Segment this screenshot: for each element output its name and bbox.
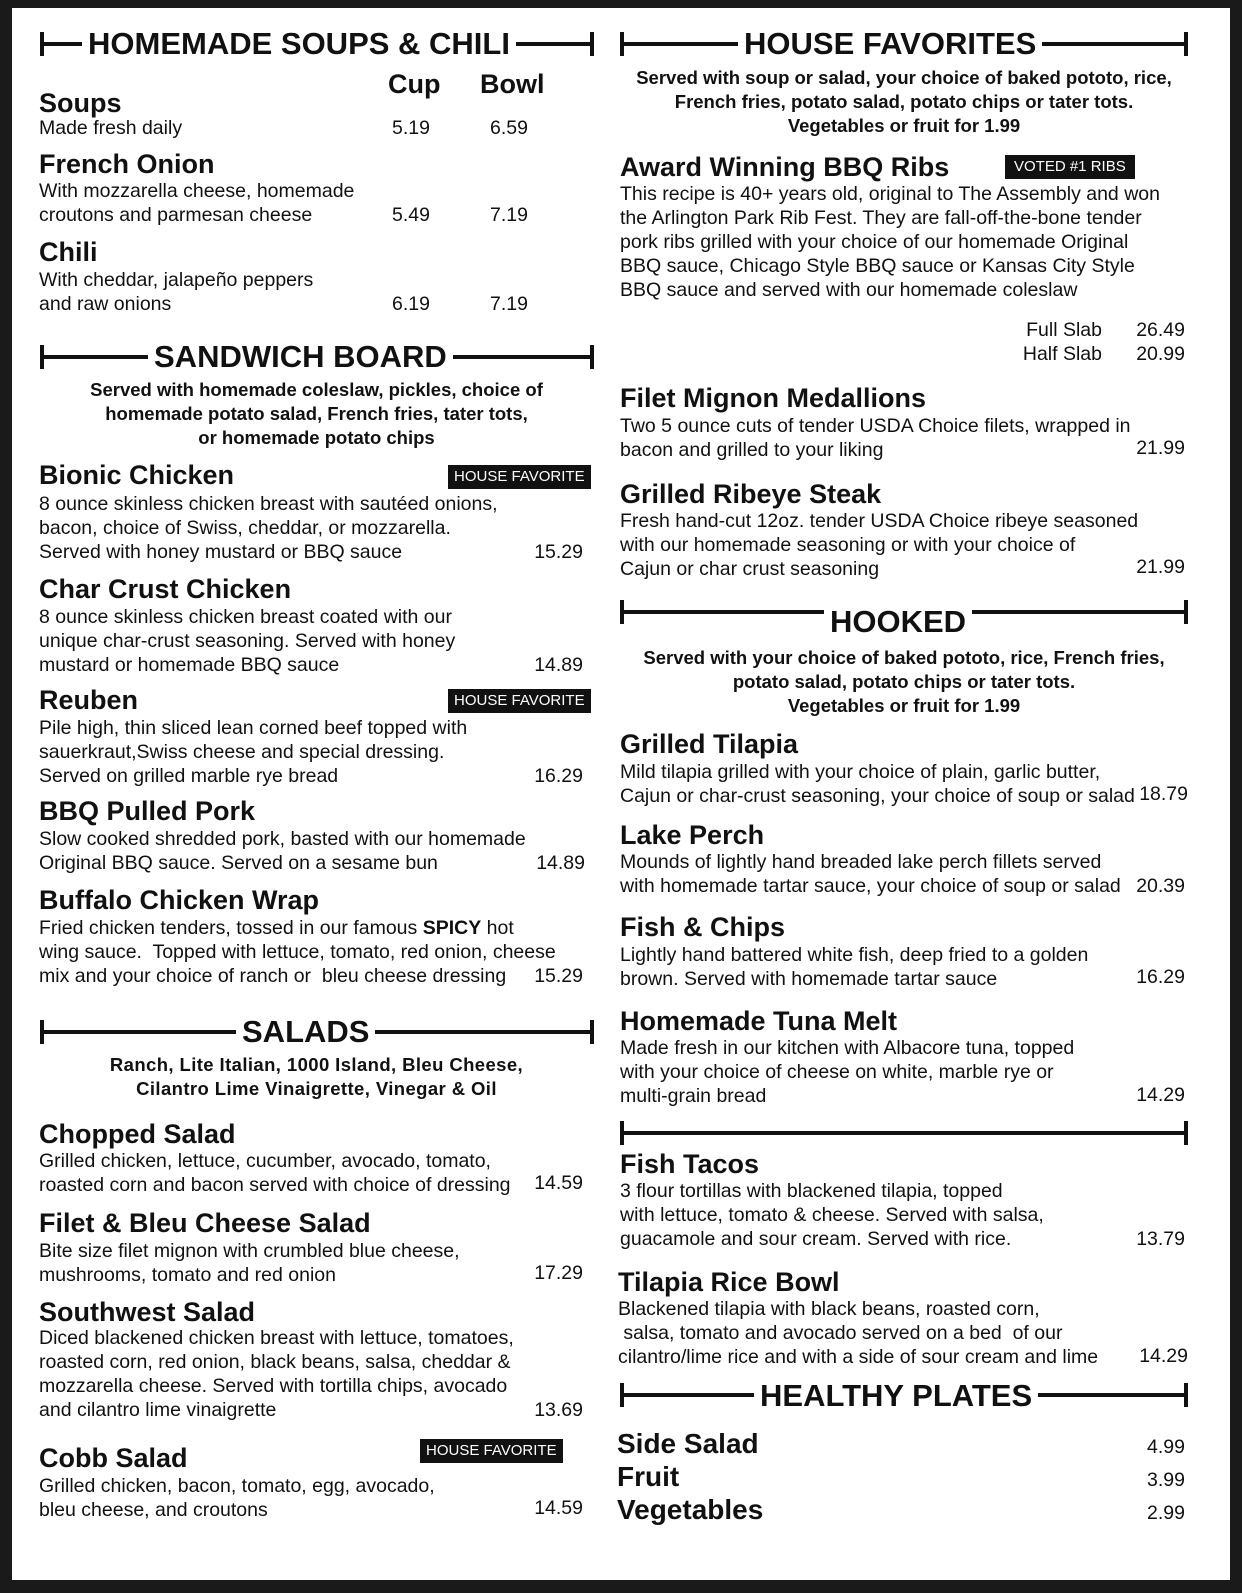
bowl-price: 6.59 <box>490 117 528 139</box>
full-slab-price: 26.49 <box>1136 319 1185 341</box>
item-price: 14.29 <box>1136 1084 1185 1106</box>
item-desc: Made fresh daily <box>39 117 183 139</box>
item-price: 16.29 <box>534 765 583 787</box>
divider-cap <box>590 345 594 369</box>
item-name: French Onion <box>39 149 215 179</box>
section-note: Served with homemade coleslaw, pickles, choice of <box>90 379 543 400</box>
item-desc: Grilled chicken, lettuce, cucumber, avocado, tomato, <box>39 1150 491 1172</box>
item-price: 17.29 <box>534 1262 583 1284</box>
item-price: 21.99 <box>1136 556 1185 578</box>
item-desc: and raw onions <box>39 293 172 315</box>
item-price: 16.29 <box>1136 966 1185 988</box>
bowl-price: 7.19 <box>490 293 528 315</box>
item-desc: Mild tilapia grilled with your choice of plain, garlic butter, <box>620 761 1101 783</box>
section-note: homemade potato salad, French fries, tater tots, <box>105 403 528 424</box>
item-price: 14.59 <box>534 1497 583 1519</box>
item-price: 14.59 <box>534 1172 583 1194</box>
item-desc-part: Fried chicken tenders, tossed in our famous <box>39 917 423 939</box>
section-title-favorites: HOUSE FAVORITES <box>738 26 1042 62</box>
item-price: 14.89 <box>534 654 583 676</box>
item-name: Vegetables <box>617 1494 764 1525</box>
item-name: Chili <box>39 237 98 267</box>
half-slab-label: Half Slab <box>1022 343 1102 365</box>
cup-price: 5.19 <box>392 117 430 139</box>
item-price: 13.69 <box>534 1399 583 1421</box>
item-desc: brown. Served with homemade tartar sauce <box>620 968 998 990</box>
item-desc: Bite size filet mignon with crumbled blue cheese, <box>39 1240 460 1262</box>
section-note: or homemade potato chips <box>198 427 435 448</box>
item-desc: With mozzarella cheese, homemade <box>39 180 355 202</box>
item-price: 20.39 <box>1136 875 1185 897</box>
section-title-hooked: HOOKED <box>824 604 972 640</box>
item-desc: Slow cooked shredded pork, basted with our homemade <box>39 828 526 850</box>
item-desc: and cilantro lime vinaigrette <box>39 1399 277 1421</box>
item-desc: salsa, tomato and avocado served on a bed of our <box>618 1322 1063 1344</box>
item-price: 18.79 <box>1139 783 1188 805</box>
house-favorite-badge: HOUSE FAVORITE <box>448 689 591 713</box>
section-note: Vegetables or fruit for 1.99 <box>787 115 1021 136</box>
item-name: Fish Tacos <box>620 1149 760 1179</box>
voted-number-one-badge: VOTED #1 RIBS <box>1005 155 1135 179</box>
item-name: Chopped Salad <box>39 1119 236 1149</box>
section-note: potato salad, potato chips or tater tots. <box>732 671 1076 692</box>
spicy-emphasis: SPICY <box>422 917 482 939</box>
item-price: 4.99 <box>1147 1436 1185 1458</box>
item-desc: with your choice of cheese on white, marble rye or <box>620 1061 1054 1083</box>
item-desc: bacon and grilled to your liking <box>620 439 884 461</box>
item-desc: mix and your choice of ranch or bleu cheese dressing <box>39 965 507 987</box>
divider-cap <box>1184 32 1188 56</box>
item-desc: unique char-crust seasoning. Served with honey <box>39 630 456 652</box>
section-title-sandwich: SANDWICH BOARD <box>148 339 453 375</box>
item-desc: the Arlington Park Rib Fest. They are fall-off-the-bone tender <box>620 207 1142 229</box>
item-desc: Served with honey mustard or BBQ sauce <box>39 541 403 563</box>
item-name: Char Crust Chicken <box>39 574 292 604</box>
section-note: Served with your choice of baked pototo, rice, French fries, <box>643 647 1165 668</box>
item-name: Side Salad <box>617 1428 759 1459</box>
item-desc: roasted corn, red onion, black beans, salsa, cheddar & <box>39 1351 511 1373</box>
item-desc: bleu cheese, and croutons <box>39 1499 268 1521</box>
item-desc: Pile high, thin sliced lean corned beef topped with <box>39 717 468 739</box>
item-price: 3.99 <box>1147 1469 1185 1491</box>
section-title-salads: SALADS <box>236 1014 375 1050</box>
divider-line <box>620 1131 1188 1135</box>
item-desc: multi-grain bread <box>620 1085 767 1107</box>
item-desc: 3 flour tortillas with blackened tilapia, topped <box>620 1180 1003 1202</box>
item-desc: Grilled chicken, bacon, tomato, egg, avocado, <box>39 1475 435 1497</box>
item-desc: mushrooms, tomato and red onion <box>39 1264 336 1286</box>
item-name: Award Winning BBQ Ribs <box>620 152 950 182</box>
item-desc: Served on grilled marble rye bread <box>39 765 339 787</box>
item-desc: Blackened tilapia with black beans, roasted corn, <box>618 1298 1040 1320</box>
divider-cap <box>1184 1383 1188 1407</box>
item-name: Homemade Tuna Melt <box>620 1006 898 1036</box>
item-name: Soups <box>39 88 122 118</box>
item-price: 14.29 <box>1139 1345 1188 1367</box>
item-name: Filet Mignon Medallions <box>620 383 926 413</box>
item-name: Southwest Salad <box>39 1297 256 1327</box>
item-price: 14.89 <box>536 852 585 874</box>
item-desc: 8 ounce skinless chicken breast coated with our <box>39 606 452 628</box>
section-title-healthy: HEALTHY PLATES <box>754 1378 1038 1414</box>
item-name: Fish & Chips <box>620 912 786 942</box>
item-price: 21.99 <box>1136 437 1185 459</box>
item-name: BBQ Pulled Pork <box>39 796 256 826</box>
menu-sheet <box>12 8 1230 1580</box>
item-desc: Cajun or char-crust seasoning, your choice of soup or salad <box>620 785 1135 807</box>
item-desc: with lettuce, tomato & cheese. Served with salsa, <box>620 1204 1044 1226</box>
item-price: 13.79 <box>1136 1228 1185 1250</box>
item-desc: with our homemade seasoning or with your choice of <box>620 534 1076 556</box>
item-desc: pork ribs grilled with your choice of our homemade Original <box>620 231 1129 253</box>
item-desc: wing sauce. Topped with lettuce, tomato, red onion, cheese <box>39 941 556 963</box>
item-desc: bacon, choice of Swiss, cheddar, or mozzarella. <box>39 517 451 539</box>
item-name: Reuben <box>39 685 139 715</box>
item-name: Cobb Salad <box>39 1443 188 1473</box>
item-name: Lake Perch <box>620 820 765 850</box>
item-desc: mozzarella cheese. Served with tortilla chips, avocado <box>39 1375 508 1397</box>
item-name: Grilled Ribeye Steak <box>620 479 882 509</box>
item-desc: BBQ sauce and served with our homemade coleslaw <box>620 279 1078 301</box>
bowl-header: Bowl <box>480 69 545 99</box>
item-desc: with homemade tartar sauce, your choice of soup or salad <box>620 875 1121 897</box>
cup-price: 5.49 <box>392 204 430 226</box>
item-desc: cilantro/lime rice and with a side of sour cream and lime <box>618 1346 1099 1368</box>
item-desc-part: hot <box>481 917 514 939</box>
full-slab-label: Full Slab <box>1026 319 1102 341</box>
divider-cap <box>1184 600 1188 624</box>
section-note: Ranch, Lite Italian, 1000 Island, Bleu Cheese, <box>109 1054 524 1075</box>
item-name: Filet & Bleu Cheese Salad <box>39 1208 371 1238</box>
divider-cap <box>590 32 594 56</box>
item-desc: Two 5 ounce cuts of tender USDA Choice filets, wrapped in <box>620 415 1131 437</box>
item-name: Tilapia Rice Bowl <box>618 1267 840 1297</box>
item-desc: Cajun or char crust seasoning <box>620 558 880 580</box>
item-desc: Diced blackened chicken breast with lettuce, tomatoes, <box>39 1327 514 1349</box>
item-desc: Fresh hand-cut 12oz. tender USDA Choice ribeye seasoned <box>620 510 1139 532</box>
item-name: Buffalo Chicken Wrap <box>39 885 320 915</box>
item-desc: guacamole and sour cream. Served with rice. <box>620 1228 1012 1250</box>
half-slab-price: 20.99 <box>1136 343 1185 365</box>
item-desc <box>39 916 514 940</box>
item-desc: Original BBQ sauce. Served on a sesame bun <box>39 852 438 874</box>
cup-header: Cup <box>388 69 441 99</box>
item-price: 15.29 <box>534 541 583 563</box>
item-desc: With cheddar, jalapeño peppers <box>39 269 314 291</box>
house-favorite-badge: HOUSE FAVORITE <box>448 465 591 489</box>
item-price: 15.29 <box>534 965 583 987</box>
section-note: Cilantro Lime Vinaigrette, Vinegar & Oil <box>136 1078 497 1099</box>
item-desc: This recipe is 40+ years old, original to The Assembly and won <box>620 183 1160 205</box>
item-price: 2.99 <box>1147 1502 1185 1524</box>
item-desc: BBQ sauce, Chicago Style BBQ sauce or Kansas City Style <box>620 255 1135 277</box>
item-desc: 8 ounce skinless chicken breast with sautéed onions, <box>39 493 498 515</box>
item-desc: mustard or homemade BBQ sauce <box>39 654 340 676</box>
section-note: Vegetables or fruit for 1.99 <box>787 695 1021 716</box>
item-desc: croutons and parmesan cheese <box>39 204 313 226</box>
item-desc: Mounds of lightly hand breaded lake perch fillets served <box>620 851 1102 873</box>
item-name: Bionic Chicken <box>39 460 235 490</box>
house-favorite-badge: HOUSE FAVORITE <box>420 1439 563 1463</box>
section-note: French fries, potato salad, potato chips or tater tots. <box>674 91 1134 112</box>
item-name: Fruit <box>617 1461 680 1492</box>
section-note: Served with soup or salad, your choice of baked pototo, rice, <box>636 67 1172 88</box>
item-desc: Made fresh in our kitchen with Albacore tuna, topped <box>620 1037 1075 1059</box>
item-desc: roasted corn and bacon served with choice of dressing <box>39 1174 511 1196</box>
divider-cap <box>1184 1121 1188 1145</box>
item-name: Grilled Tilapia <box>620 729 799 759</box>
divider-cap <box>590 1020 594 1044</box>
cup-price: 6.19 <box>392 293 430 315</box>
bowl-price: 7.19 <box>490 204 528 226</box>
item-desc: Lightly hand battered white fish, deep fried to a golden <box>620 944 1089 966</box>
item-desc: sauerkraut,Swiss cheese and special dressing. <box>39 741 445 763</box>
section-title-soups: HOMEMADE SOUPS & CHILI <box>82 26 516 62</box>
